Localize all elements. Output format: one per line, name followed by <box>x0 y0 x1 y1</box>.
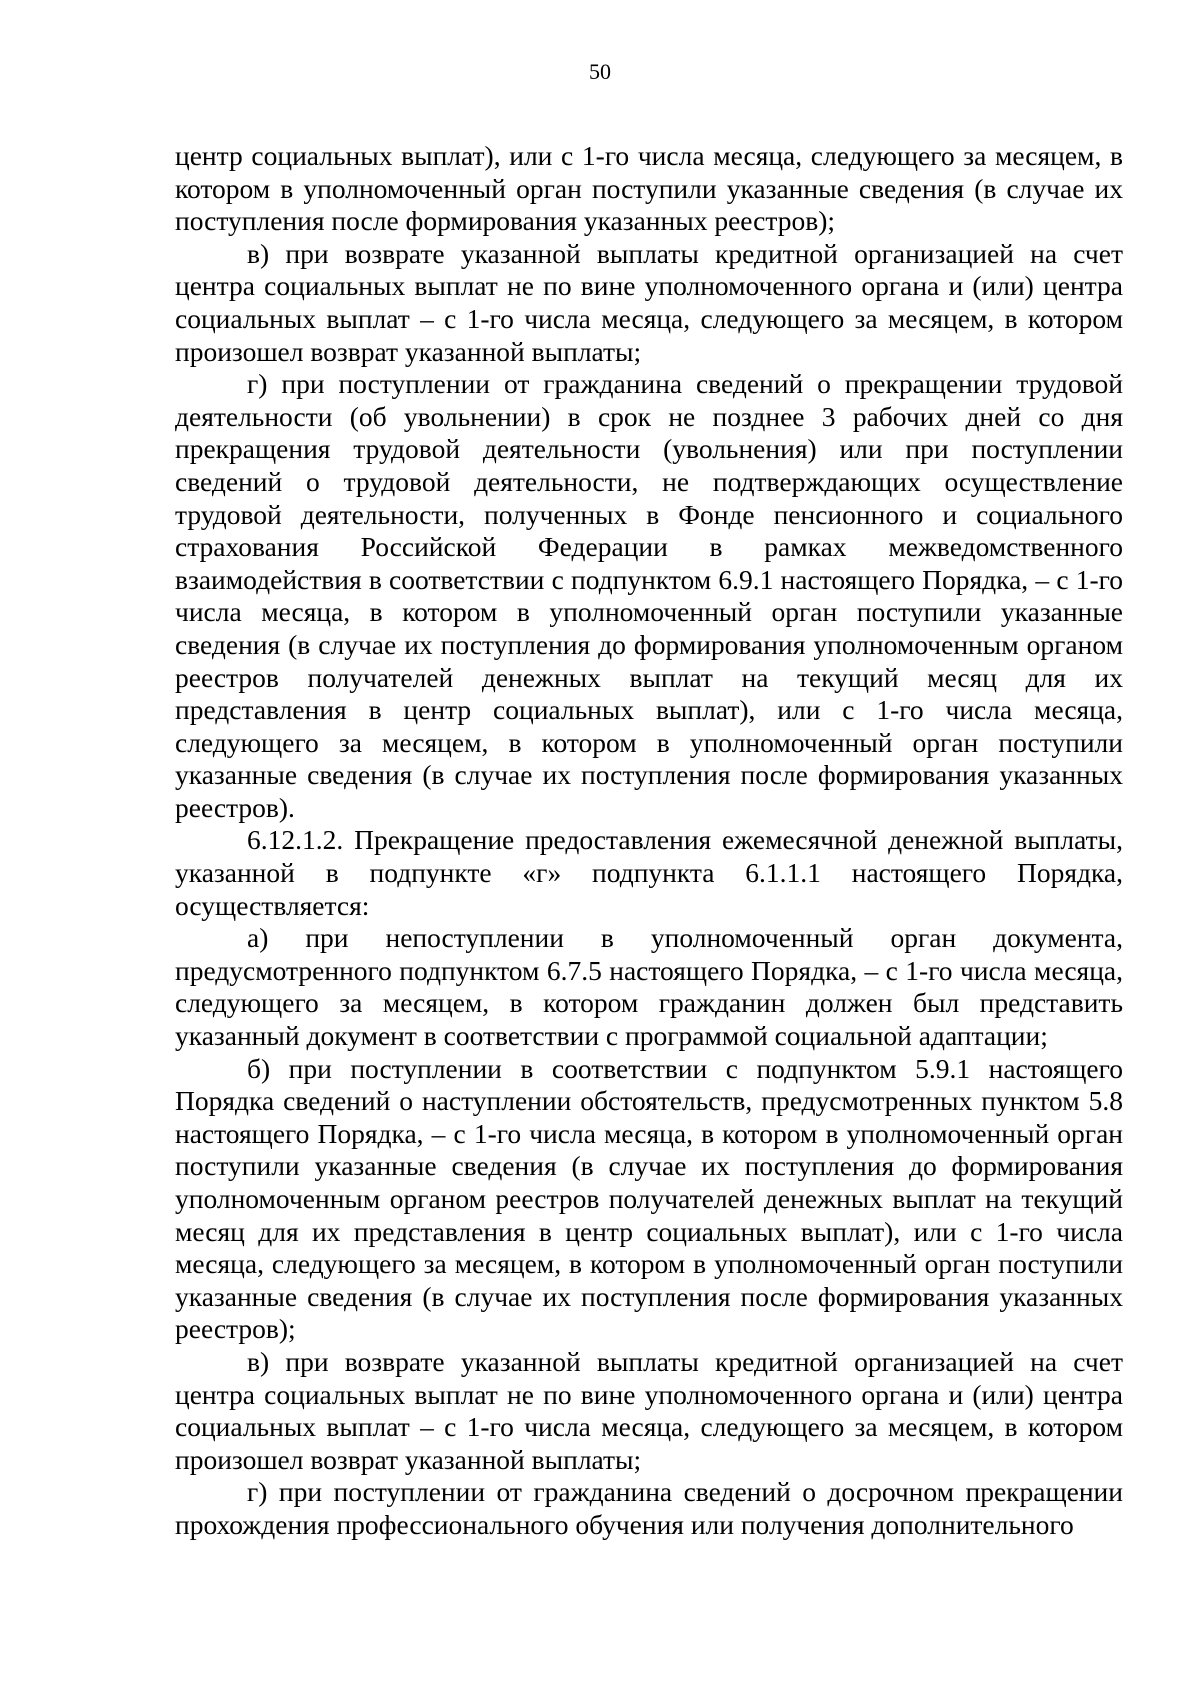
document-body <box>175 140 1123 1542</box>
paragraph-item-a: а) при непоступлении в уполномоченный орган документа, предусмотренного подпунктом 6.7.5 настоящего Порядка, – с 1-го числа месяца, следующего за месяцем, в котором гражданин должен был представить указанный документ в соответствии с программой социальной адаптации; <box>175 922 1123 1052</box>
paragraph-section-6-12-1-2: 6.12.1.2. Прекращение предоставления ежемесячной денежной выплаты, указанной в подпункте «г» подпункта 6.1.1.1 настоящего Порядка, осуществляется: <box>175 824 1123 921</box>
page-number: 50 <box>589 59 611 84</box>
paragraph-item-g-2: г) при поступлении от гражданина сведений о досрочном прекращении прохождения профессионального обучения или получения дополнительного <box>175 1476 1123 1540</box>
paragraph-item-v: в) при возврате указанной выплаты кредитной организацией на счет центра социальных выплат не по вине уполномоченного органа и (или) центра социальных выплат – с 1-го числа месяца, следующего за месяцем, в котором произошел возврат указанной выплаты; <box>175 237 1123 367</box>
paragraph-item-b: б) при поступлении в соответствии с подпунктом 5.9.1 настоящего Порядка сведений о наступлении обстоятельств, предусмотренных пунктом 5.8 настоящего Порядка, – с 1-го числа месяца, в котором в уполномоченный орган поступили указанные сведения (в случае их поступления до формирования уполномоченным органом реестров получателей денежных выплат на текущий месяц для их представления в центр социальных выплат), или с 1-го числа месяца, следующего за месяцем, в котором в уполномоченный орган поступили указанные сведения (в случае их поступления после формирования указанных реестров); <box>175 1052 1123 1345</box>
paragraph-continuation: центр социальных выплат), или с 1-го числа месяца, следующего за месяцем, в котором в уполномоченный орган поступили указанные сведения (в случае их поступления после формирования указанных реестров); <box>175 140 1123 237</box>
paragraph-item-g: г) при поступлении от гражданина сведений о прекращении трудовой деятельности (об увольнении) в срок не позднее 3 рабочих дней со дня прекращения трудовой деятельности (увольнения) или при поступлении сведений о трудовой деятельности, не подтверждающих осуществление трудовой деятельности, полученных в Фонде пенсионного и социального страхования Российской Федерации в рамках межведомственного взаимодействия в соответствии с подпунктом 6.9.1 настоящего Порядка, – с 1-го числа месяца, в котором в уполномоченный орган поступили указанные сведения (в случае их поступления до формирования уполномоченным органом реестров получателей денежных выплат на текущий месяц для их представления в центр социальных выплат), или с 1-го числа месяца, следующего за месяцем, в котором в уполномоченный орган поступили указанные сведения (в случае их поступления после формирования указанных реестров). <box>175 368 1123 823</box>
paragraph-item-v-2: в) при возврате указанной выплаты кредитной организацией на счет центра социальных выплат не по вине уполномоченного органа и (или) центра социальных выплат – с 1-го числа месяца, следующего за месяцем, в котором произошел возврат указанной выплаты; <box>175 1345 1123 1475</box>
